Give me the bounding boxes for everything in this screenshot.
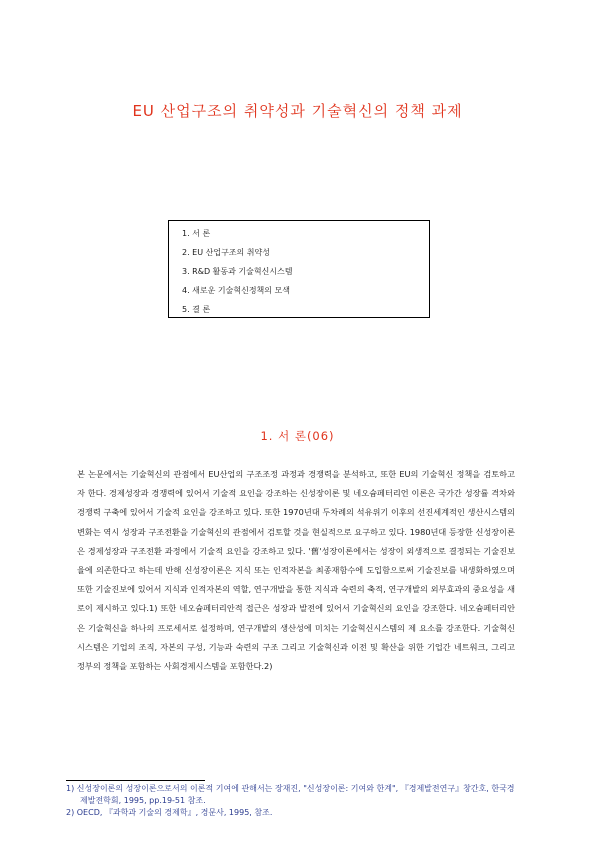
footnote-2: 2) OECD, 『과학과 기술의 경제학』, 경문사, 1995, 참조. [66,808,273,817]
footnote-1: 1) 신성장이론의 성장이론으로서의 이론적 기여에 관해서는 장재진, "신성장이론: 기여와 한계", 『경제발전연구』창간호, 한국경제발전학회, 1995, pp.19-51 참조. [66,784,515,805]
toc-item-2: 2. EU 산업구조의 취약성 [182,248,270,257]
toc-item-1: 1. 서 론 [182,229,211,238]
table-of-contents [168,220,430,318]
section-heading: 1. 서 론(06) [260,429,335,443]
footnotes [66,783,516,819]
toc-item-5: 5. 결 론 [182,305,211,314]
document-title: EU 산업구조의 취약성과 기술혁신의 정책 과제 [132,102,463,120]
toc-item-4: 4. 새로운 기술혁신정책의 모색 [182,286,290,295]
footnote-divider [66,780,205,781]
body-paragraph: 본 논문에서는 기술혁신의 관점에서 EU산업의 구조조정 과정과 경쟁력을 분석하고, 또한 EU의 기술혁신 정책을 검토하고자 한다. 경제성장과 경쟁력에 있어서 기술적 요인을 강조하는 신성장이론 및 네오슘페터리언 이론은 국가간 성장률 격차와 경쟁력 구축에 있어서 기술적 요인을 강조하고 있다. 또한 1970년대 두차례의 석유위기 이후의 선진세계적인 생산시스템의 변화는 역시 성장과 구조전환을 기술혁신의 관점에서 검토할 것을 현실적으로 요구하고 있다. 1980년대 등장한 신성장이론은 경제성장과 구조전환 과정에서 기술적 요인을 강조하고 있다. '舊'성장이론에서는 성장이 외생적으로 결정되는 기술진보율에 의존한다고 하는데 반해 신성장이론은 지식 또는 인적자본을 최종재함수에 도입함으로써 기술진보를 내생화하였으며 또한 기술진보에 있어서 지식과 인적자본의 역할, 연구개발을 통한 지식과 숙련의 축적, 연구개발의 외부효과의 중요성을 새로이 제시하고 있다.1) 또한 네오슘페터리안적 접근은 성장과 발전에 있어서 기술혁신의 요인을 강조한다. 네오슘페터리안은 기술혁신을 하나의 프로세서로 설정하며, 연구개발의 생산성에 미치는 기술혁신시스템의 제 요소를 강조한다. 기술혁신시스템은 기업의 조직, 자본의 구성, 기능과 숙련의 구조 그리고 기술혁신과 이전 및 확산을 위한 기업간 네트워크, 그리고 정부의 정책을 포함하는 사회경제시스템을 포함한다.2) [77,469,515,672]
toc-item-3: 3. R&D 활동과 기술혁신시스템 [182,267,293,276]
